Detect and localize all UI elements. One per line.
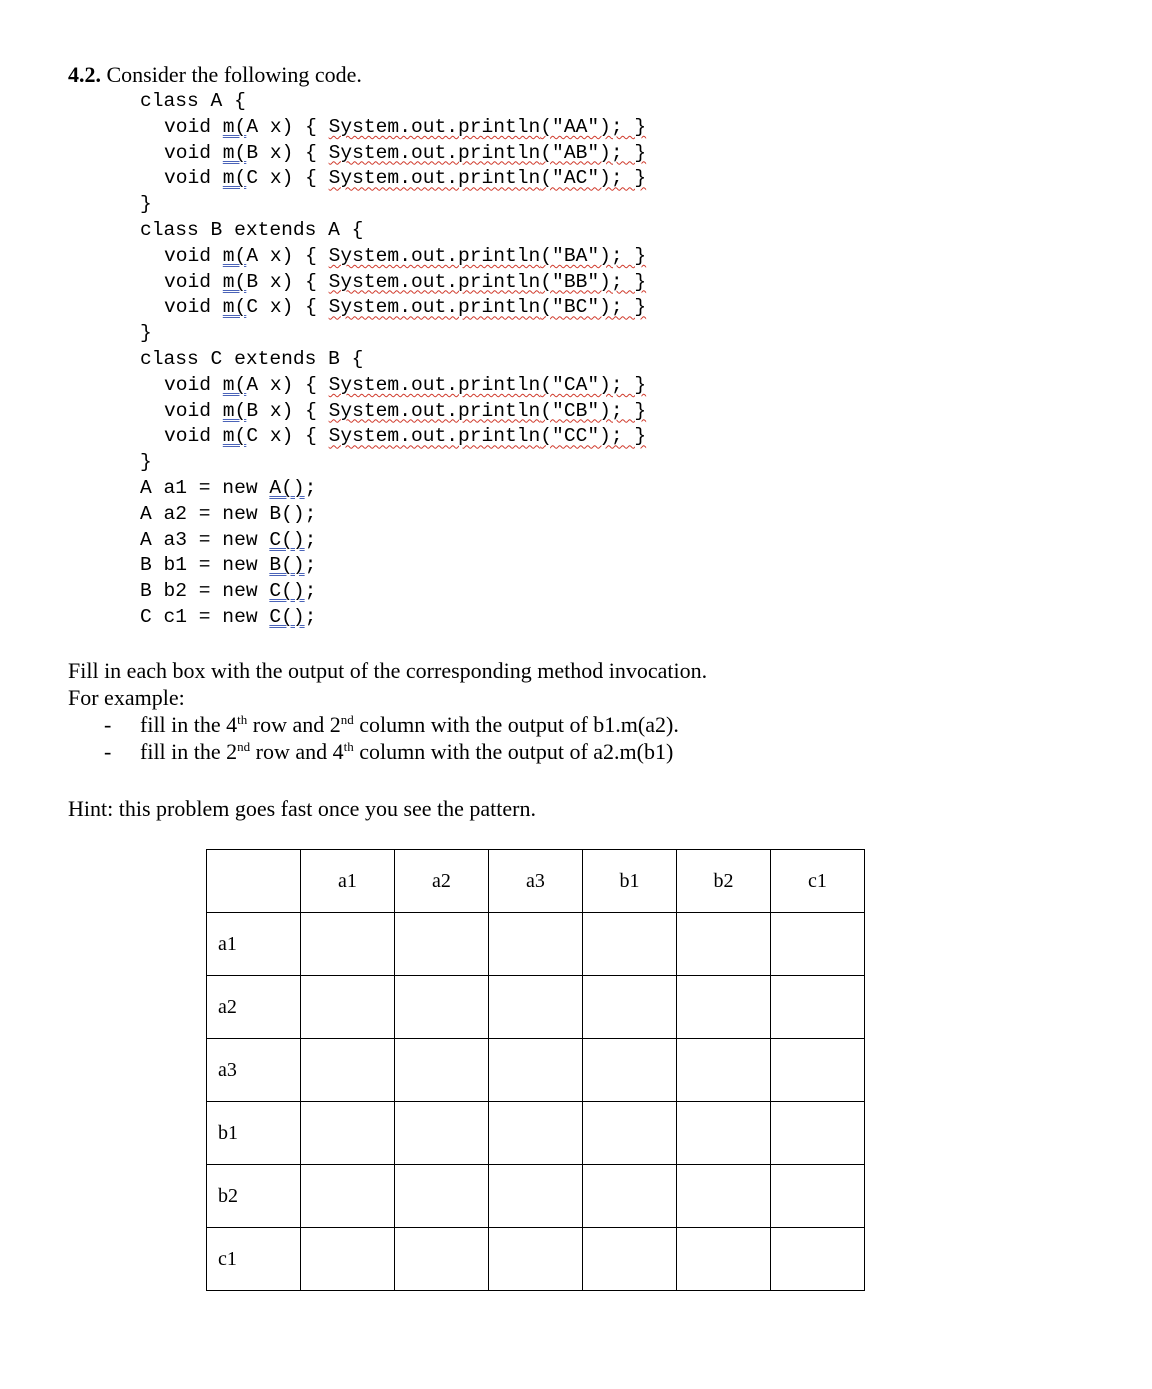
answer-cell[interactable] <box>771 1228 865 1291</box>
answer-cell[interactable] <box>395 1228 489 1291</box>
answer-cell[interactable] <box>489 913 583 976</box>
answer-cell[interactable] <box>583 913 677 976</box>
answer-cell[interactable] <box>489 1102 583 1165</box>
answer-cell[interactable] <box>489 1039 583 1102</box>
answer-cell[interactable] <box>677 1165 771 1228</box>
row-header: a3 <box>207 1039 301 1102</box>
bullet-dash: - <box>104 739 112 764</box>
code-block <box>140 89 646 631</box>
variable-declaration: C c1 = new C(); <box>140 605 317 628</box>
answer-cell[interactable] <box>677 1102 771 1165</box>
column-header: a2 <box>395 850 489 913</box>
table-row <box>207 976 865 1039</box>
answer-cell[interactable] <box>583 1039 677 1102</box>
answer-table <box>206 849 865 1291</box>
column-header: a1 <box>301 850 395 913</box>
class-a-close: } <box>140 193 152 216</box>
table-row <box>207 1102 865 1165</box>
variable-declaration: B b1 = new B(); <box>140 554 317 577</box>
instructions <box>68 657 707 711</box>
answer-cell[interactable] <box>301 1039 395 1102</box>
answer-cell[interactable] <box>489 1228 583 1291</box>
row-header: b2 <box>207 1165 301 1228</box>
answer-cell[interactable] <box>583 1102 677 1165</box>
class-c-method: void m(A x) { System.out.println("CA"); } <box>164 373 647 396</box>
column-header: a3 <box>489 850 583 913</box>
example-bullet: fill in the 4th row and 2nd column with the output of b1.m(a2). <box>140 712 679 737</box>
class-b-method: void m(C x) { System.out.println("BC"); } <box>164 296 647 319</box>
row-header: c1 <box>207 1228 301 1291</box>
table-header-row <box>207 850 865 913</box>
class-c-method: void m(B x) { System.out.println("CB"); } <box>164 399 647 422</box>
answer-cell[interactable] <box>677 976 771 1039</box>
hint-text: Hint: this problem goes fast once you see the pattern. <box>68 796 536 821</box>
answer-cell[interactable] <box>677 913 771 976</box>
answer-cell[interactable] <box>583 1165 677 1228</box>
answer-cell[interactable] <box>301 1165 395 1228</box>
class-a-declaration: class A { <box>140 90 246 112</box>
class-a-method: void m(A x) { System.out.println("AA"); } <box>164 115 647 138</box>
example-label: For example: <box>68 685 185 710</box>
answer-cell[interactable] <box>771 913 865 976</box>
answer-cell[interactable] <box>771 1165 865 1228</box>
answer-cell[interactable] <box>771 1039 865 1102</box>
table-row <box>207 913 865 976</box>
answer-cell[interactable] <box>583 1228 677 1291</box>
instruction-line: Fill in each box with the output of the corresponding method invocation. <box>68 658 708 683</box>
column-header: b2 <box>677 850 771 913</box>
answer-cell[interactable] <box>395 913 489 976</box>
variable-declaration: A a3 = new C(); <box>140 528 317 551</box>
class-b-method: void m(A x) { System.out.println("BA"); } <box>164 244 647 267</box>
answer-cell[interactable] <box>301 913 395 976</box>
class-c-declaration: class C extends B { <box>140 347 364 370</box>
class-b-close: } <box>140 322 152 345</box>
class-b-declaration: class B extends A { <box>140 218 364 241</box>
example-bullet: fill in the 2nd row and 4th column with the output of a2.m(b1) <box>140 739 674 764</box>
problem-heading <box>68 61 362 89</box>
class-a-method: void m(C x) { System.out.println("AC"); } <box>164 167 647 190</box>
column-header: b1 <box>583 850 677 913</box>
row-header: a1 <box>207 913 301 976</box>
answer-cell[interactable] <box>301 1102 395 1165</box>
column-header: c1 <box>771 850 865 913</box>
table-row <box>207 1039 865 1102</box>
answer-cell[interactable] <box>489 976 583 1039</box>
answer-cell[interactable] <box>301 976 395 1039</box>
answer-cell[interactable] <box>771 976 865 1039</box>
answer-cell[interactable] <box>677 1039 771 1102</box>
class-c-method: void m(C x) { System.out.println("CC"); } <box>164 425 647 448</box>
variable-declaration: A a1 = new A(); <box>140 476 317 499</box>
table-row <box>207 1228 865 1291</box>
answer-cell[interactable] <box>489 1165 583 1228</box>
answer-cell[interactable] <box>677 1228 771 1291</box>
problem-title: Consider the following code. <box>101 62 362 87</box>
answer-cell[interactable] <box>771 1102 865 1165</box>
row-header: a2 <box>207 976 301 1039</box>
answer-cell[interactable] <box>395 1165 489 1228</box>
class-a-method: void m(B x) { System.out.println("AB"); } <box>164 141 647 164</box>
answer-cell[interactable] <box>395 976 489 1039</box>
class-c-close: } <box>140 451 152 474</box>
table-row <box>207 1165 865 1228</box>
answer-cell[interactable] <box>395 1102 489 1165</box>
corner-cell <box>207 850 301 913</box>
row-header: b1 <box>207 1102 301 1165</box>
problem-number: 4.2. <box>68 62 101 87</box>
variable-declaration: B b2 = new C(); <box>140 580 317 603</box>
answer-cell[interactable] <box>395 1039 489 1102</box>
variable-declaration: A a2 = new B(); <box>140 502 317 525</box>
answer-cell[interactable] <box>301 1228 395 1291</box>
class-b-method: void m(B x) { System.out.println("BB"); } <box>164 270 647 293</box>
bullet-dash: - <box>104 712 112 737</box>
answer-cell[interactable] <box>583 976 677 1039</box>
